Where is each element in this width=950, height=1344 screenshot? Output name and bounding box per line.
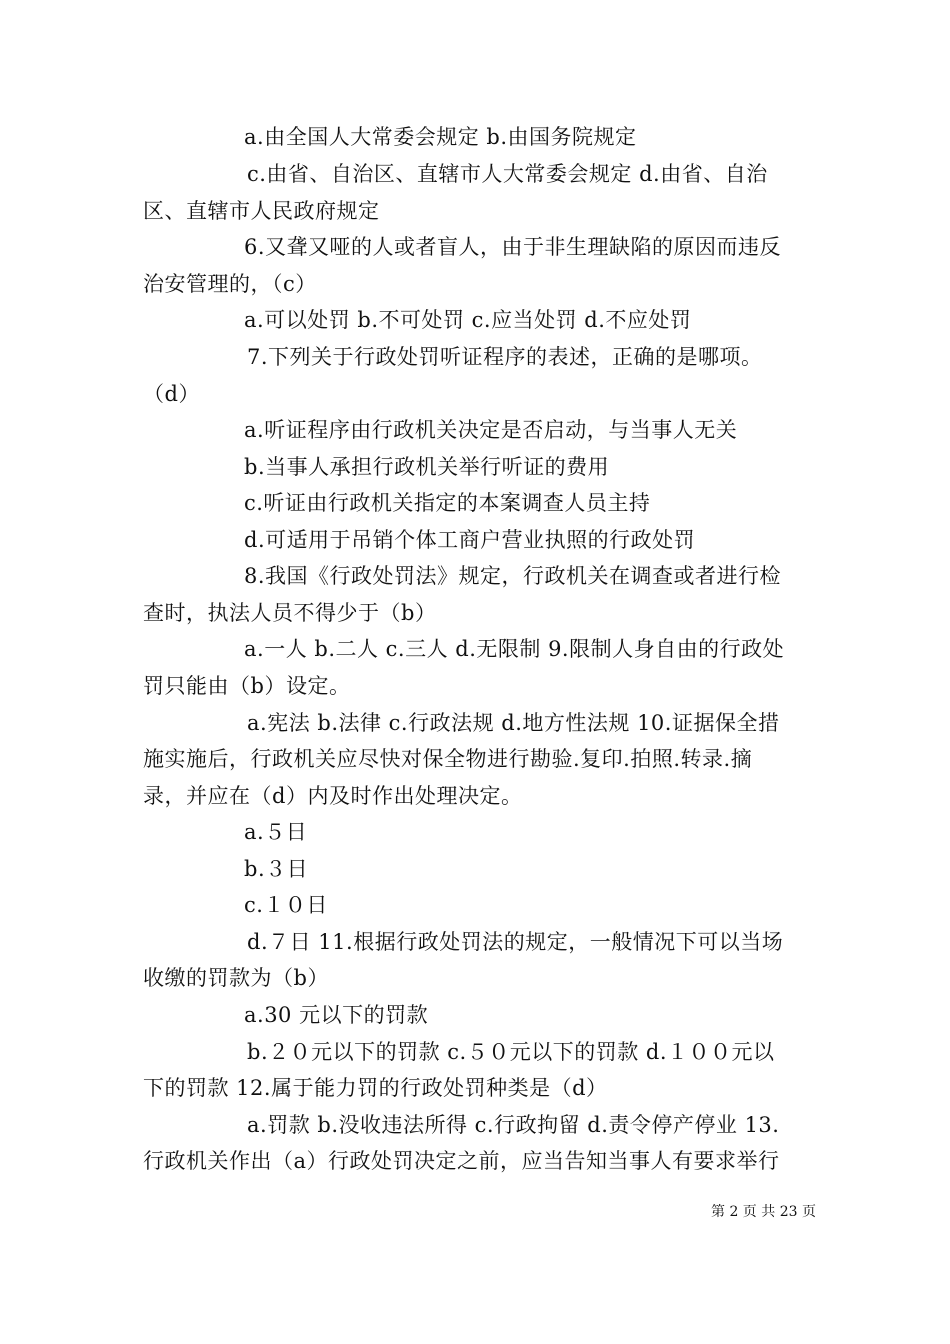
- text-line-1: a.由全国人大常委会规定 b.由国务院规定: [244, 125, 637, 149]
- text-line-6: a.可以处罚 b.不可处罚 c.应当处罚 d.不应处罚: [244, 308, 692, 332]
- text-line-13: 8.我国《行政处罚法》规定，行政机关在调查或者进行检: [244, 564, 782, 588]
- text-line-8: （d）: [143, 382, 200, 406]
- text-line-17: a.宪法 b.法律 c.行政法规 d.地方性法规 10.证据保全措: [247, 711, 780, 735]
- text-line-20: a.５日: [244, 820, 308, 844]
- text-line-3: 区、直辖市人民政府规定: [143, 199, 380, 223]
- text-line-29: 行政机关作出（a）行政处罚决定之前，应当告知当事人有要求举行: [143, 1149, 780, 1173]
- text-line-22: c.１０日: [244, 893, 328, 917]
- text-line-24: 收缴的罚款为（b）: [143, 966, 329, 990]
- text-line-10: b.当事人承担行政机关举行听证的费用: [244, 455, 610, 479]
- text-line-14: 查时，执法人员不得少于（b）: [143, 601, 437, 625]
- text-line-9: a.听证程序由行政机关决定是否启动，与当事人无关: [244, 418, 738, 442]
- page-number-footer: 第 2 页 共 23 页: [711, 1204, 816, 1220]
- text-line-16: 罚只能由（b）设定。: [143, 674, 351, 698]
- text-line-26: b.２０元以下的罚款 c.５０元以下的罚款 d.１００元以: [247, 1040, 775, 1064]
- text-line-11: c.听证由行政机关指定的本案调查人员主持: [244, 491, 651, 515]
- text-line-2: c.由省、自治区、直辖市人大常委会规定 d.由省、自治: [247, 162, 768, 186]
- text-line-28: a.罚款 b.没收违法所得 c.行政拘留 d.责令停产停业 13.: [247, 1113, 780, 1137]
- text-line-21: b.３日: [244, 857, 309, 881]
- text-line-18: 施实施后，行政机关应尽快对保全物进行勘验.复印.拍照.转录.摘: [143, 747, 753, 771]
- text-line-5: 治安管理的，（c）: [143, 272, 317, 296]
- text-line-7: 7.下列关于行政处罚听证程序的表述，正确的是哪项。: [247, 345, 763, 369]
- text-line-23: d.７日 11.根据行政处罚法的规定，一般情况下可以当场: [247, 930, 784, 954]
- text-line-27: 下的罚款 12.属于能力罚的行政处罚种类是（d）: [143, 1076, 608, 1100]
- text-line-15: a.一人 b.二人 c.三人 d.无限制 9.限制人身自由的行政处: [244, 637, 785, 661]
- text-line-25: a.30 元以下的罚款: [244, 1003, 429, 1027]
- text-line-19: 录，并应在（d）内及时作出处理决定。: [143, 784, 523, 808]
- text-line-12: d.可适用于吊销个体工商户营业执照的行政处罚: [244, 528, 696, 552]
- text-line-4: 6.又聋又哑的人或者盲人，由于非生理缺陷的原因而违反: [244, 235, 782, 259]
